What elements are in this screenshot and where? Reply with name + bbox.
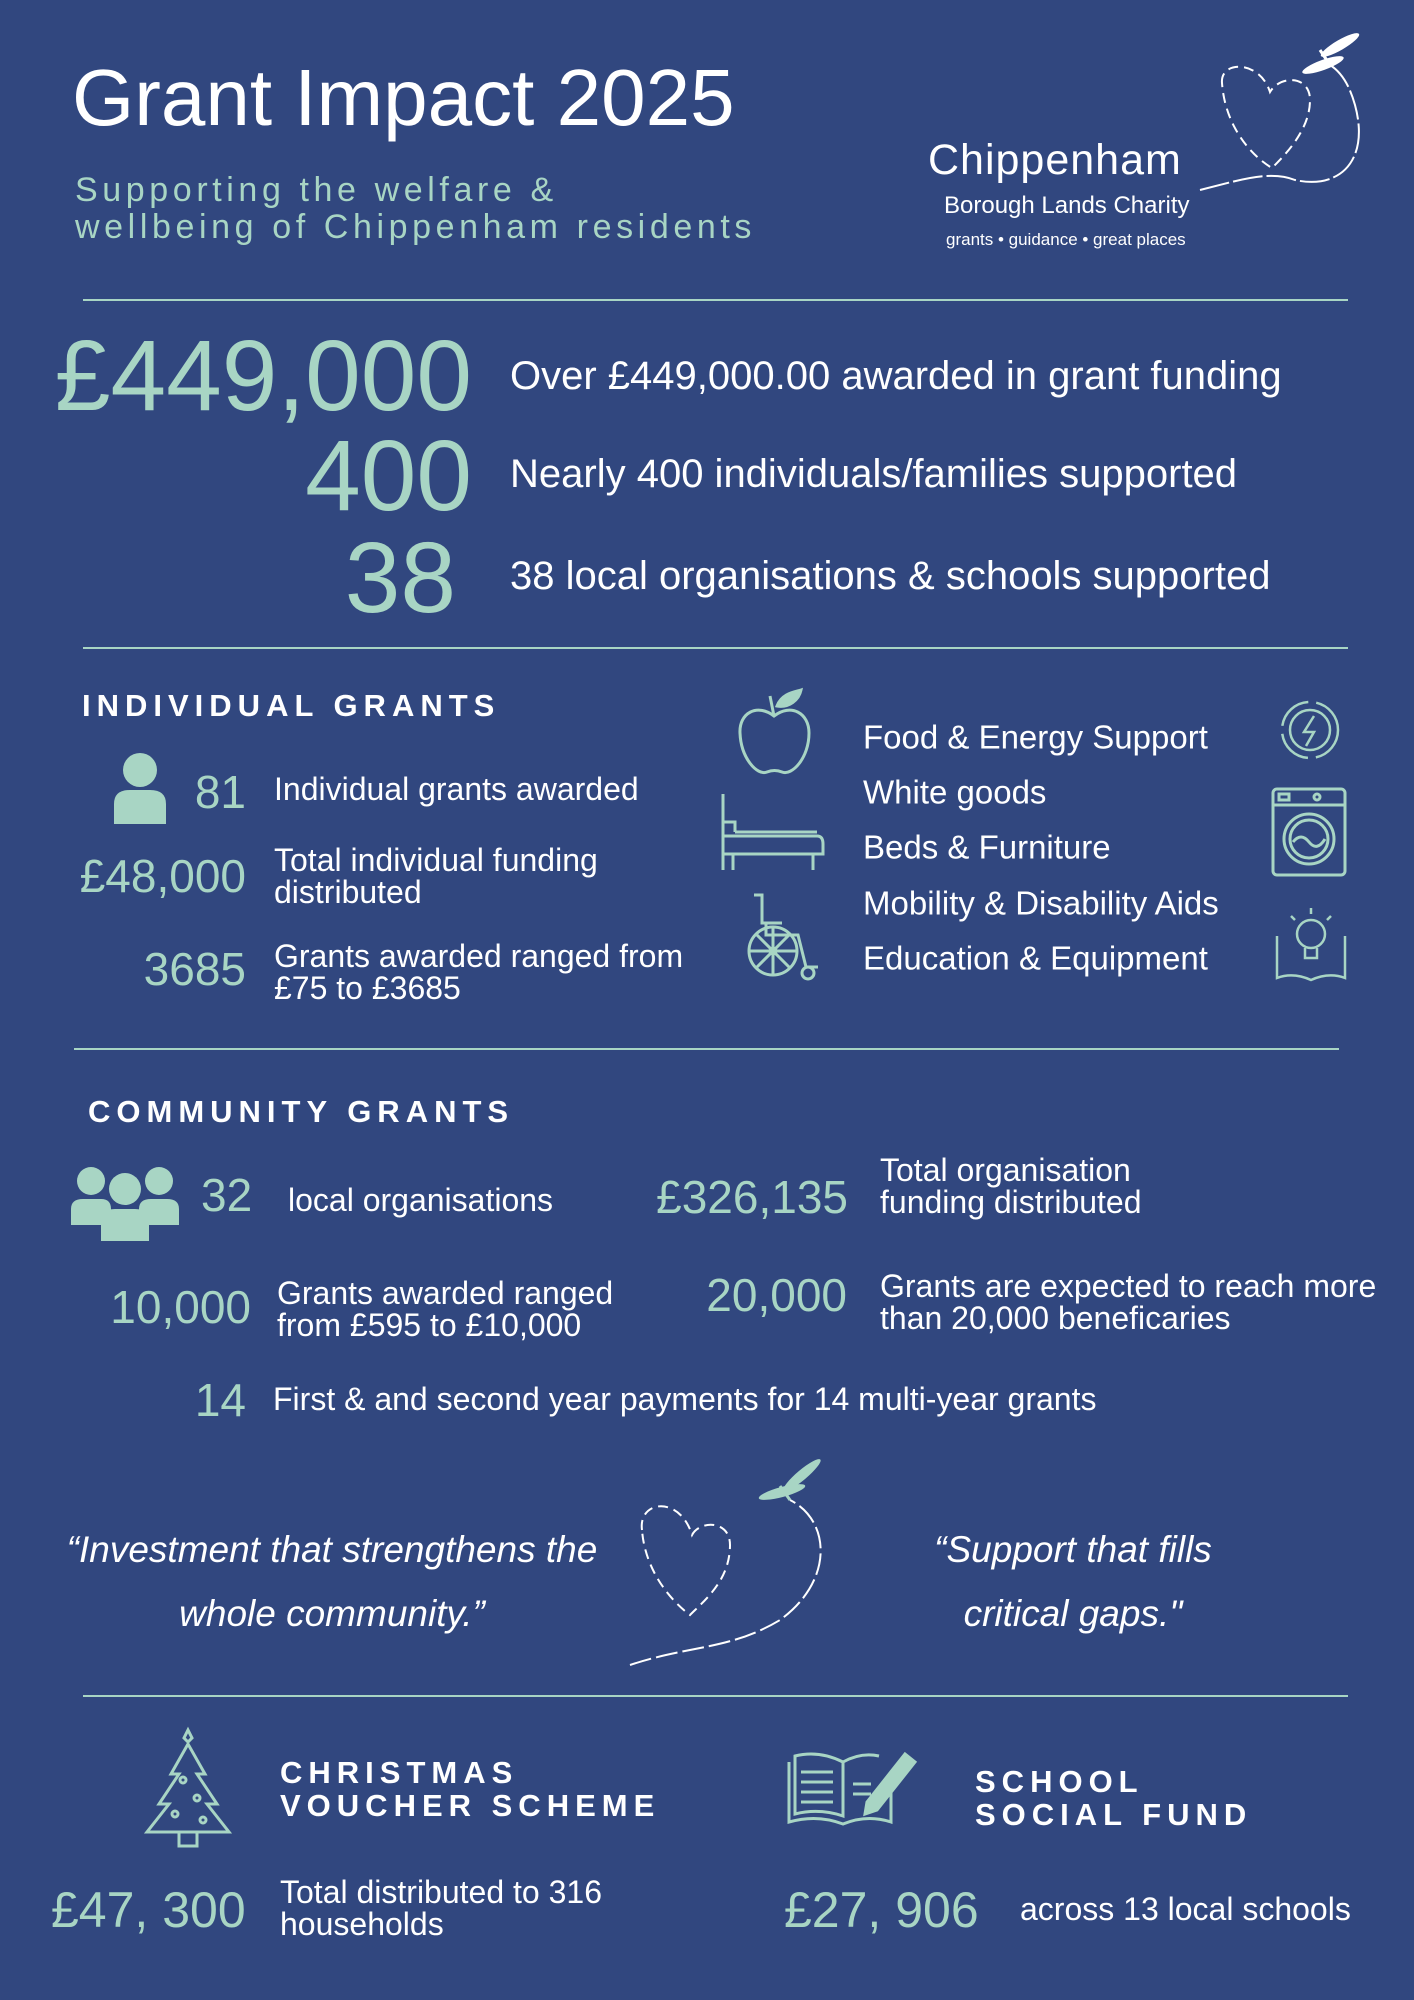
christmas-heading [280, 1756, 660, 1822]
stat-value: 10,000 [110, 1281, 251, 1333]
stat-text: Total individual funding distributed [274, 842, 598, 910]
stat-value: 81 [194, 766, 246, 818]
quote-left: “Investment that strengthens the whole community.” [66, 1529, 598, 1634]
wheelchair-icon [746, 893, 828, 981]
divider [83, 299, 1348, 301]
stat-value: £449,000 [54, 320, 472, 432]
stat-text: 38 local organisations & schools supported [510, 554, 1271, 598]
category-item: Mobility & Disability Aids [863, 884, 1219, 922]
logo-sub: Borough Lands Charity [944, 192, 1190, 219]
stat-value: £326,135 [656, 1171, 848, 1223]
stat-text: local organisations [288, 1182, 554, 1218]
stat-value: 20,000 [706, 1269, 847, 1321]
stat-text: Total distributed to 316 households [280, 1874, 602, 1942]
logo-tagline: grants • guidance • great places [946, 230, 1186, 249]
group-icon [71, 1163, 179, 1241]
category-item: Food & Energy Support [863, 718, 1208, 756]
stat-value: 14 [194, 1374, 246, 1426]
category-item: White goods [863, 773, 1047, 811]
subtitle-line: Supporting the welfare & [75, 171, 558, 209]
divider [83, 1695, 1348, 1697]
bed-icon [721, 792, 825, 872]
heart-dragonfly-icon [630, 1450, 850, 1670]
stat-value: 3685 [143, 943, 246, 995]
stat-text: Total organisation funding distributed [880, 1152, 1142, 1220]
stat-text: First & and second year payments for 14 multi-year grants [273, 1381, 1097, 1417]
stat-value: £27, 906 [784, 1882, 979, 1938]
stat-value: 400 [305, 420, 472, 532]
heading-line: CHRISTMAS [280, 1755, 519, 1790]
heart-dragonfly-icon [1180, 20, 1380, 200]
stat-text: across 13 local schools [1020, 1891, 1351, 1927]
stat-value: £47, 300 [51, 1882, 246, 1938]
school-heading [975, 1765, 1252, 1831]
logo-name: Chippenham [928, 136, 1182, 184]
subtitle-line: wellbeing of Chippenham residents [75, 208, 757, 246]
subtitle [75, 172, 756, 246]
christmas-tree-icon [143, 1728, 233, 1848]
stat-text: Individual grants awarded [274, 771, 639, 807]
stat-value: 32 [201, 1169, 253, 1221]
energy-cycle-icon [1274, 694, 1346, 766]
stat-value: £48,000 [79, 850, 246, 902]
stat-text: Grants awarded ranged from £595 to £10,000 [277, 1275, 614, 1343]
section-heading: INDIVIDUAL GRANTS [82, 688, 501, 723]
heading-line: SCHOOL [975, 1764, 1144, 1799]
stat-text: Grants are expected to reach more than 20,000 beneficaries [880, 1268, 1377, 1336]
category-item: Education & Equipment [863, 939, 1208, 977]
heading-line: VOUCHER SCHEME [280, 1788, 661, 1823]
stat-text: Over £449,000.00 awarded in grant funding [510, 354, 1282, 398]
page-title: Grant Impact 2025 [72, 53, 735, 142]
stat-text: Grants awarded ranged from £75 to £3685 [274, 938, 684, 1006]
category-item: Beds & Furniture [863, 828, 1111, 866]
heading-line: SOCIAL FUND [975, 1797, 1253, 1832]
divider [74, 1048, 1339, 1050]
divider [83, 647, 1348, 649]
stat-value: 38 [344, 522, 456, 634]
idea-book-icon [1273, 906, 1349, 982]
apple-icon [737, 688, 811, 776]
book-pen-icon [787, 1744, 917, 1826]
washing-machine-icon [1271, 787, 1347, 877]
section-heading: COMMUNITY GRANTS [88, 1094, 515, 1129]
person-icon [112, 752, 168, 824]
stat-text: Nearly 400 individuals/families supported [510, 452, 1238, 496]
quote-right: “Support that fills critical gaps." [934, 1529, 1212, 1634]
